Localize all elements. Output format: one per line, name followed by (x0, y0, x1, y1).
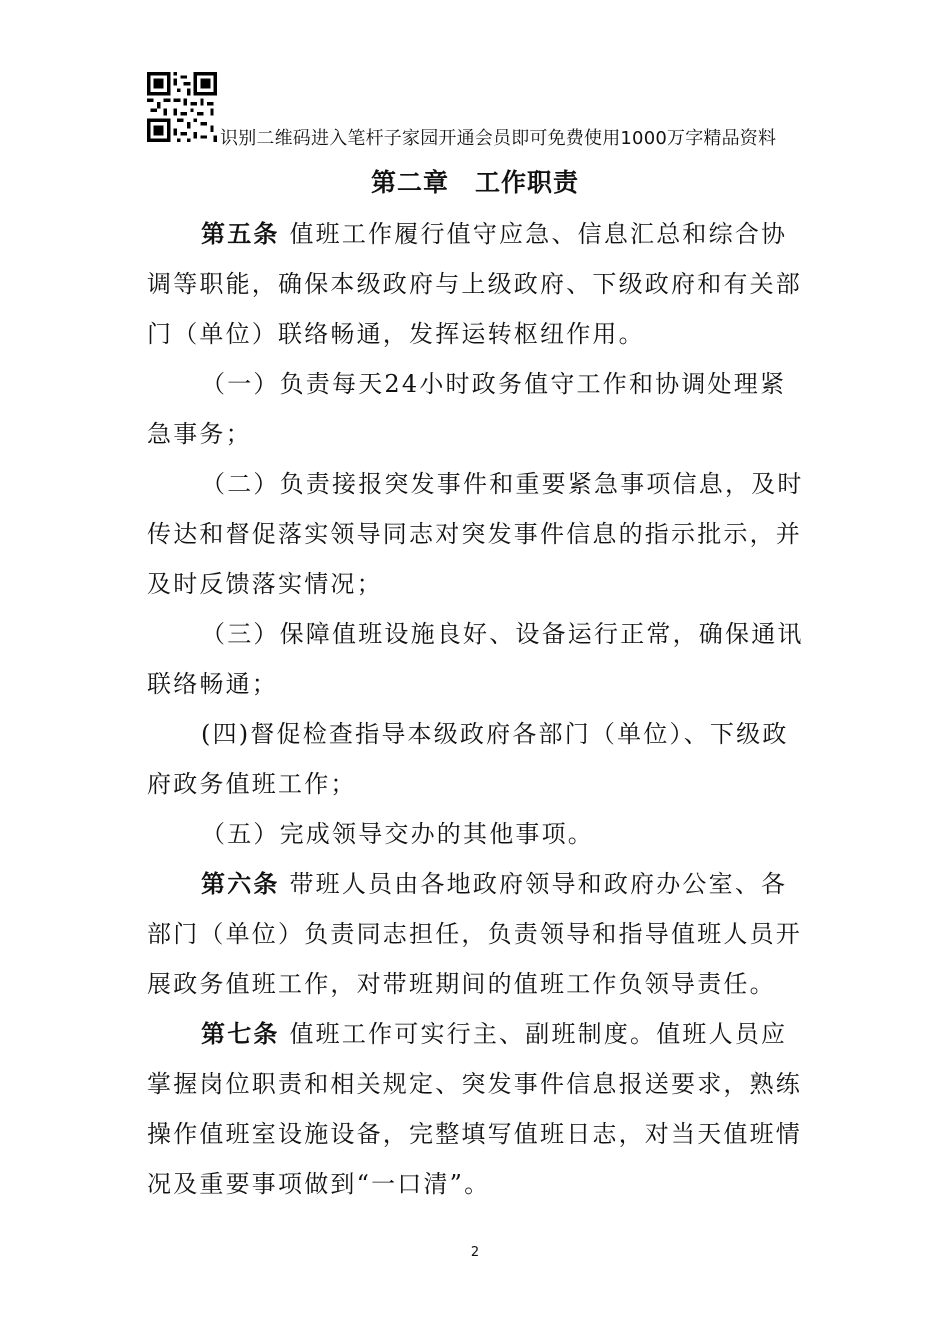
item-2-paragraph (147, 459, 807, 609)
chapter-title: 第二章 工作职责 (370, 168, 579, 197)
article-7-paragraph (147, 1009, 807, 1209)
article-7-label: 第七条 (201, 1020, 280, 1048)
qr-code-icon (147, 72, 217, 142)
item-1-text: （一）负责每天24小时政务值守工作和协调处理紧急事务； (147, 370, 787, 448)
item-2-text: （二）负责接报突发事件和重要紧急事项信息，及时传达和督促落实领导同志对突发事件信息的指示批示，并及时反馈落实情况； (147, 470, 804, 598)
article-6-label: 第六条 (201, 870, 280, 898)
article-5-text: 值班工作履行值守应急、信息汇总和综合协调等职能，确保本级政府与上级政府、下级政府和有关部门（单位）联络畅通，发挥运转枢纽作用。 (147, 220, 802, 348)
article-5-label: 第五条 (201, 220, 280, 248)
item-3-text: （三）保障值班设施良好、设备运行正常，确保通讯联络畅通； (147, 620, 804, 698)
article-5-paragraph (147, 209, 807, 359)
promo-banner-text: 识别二维码进入笔杆子家园开通会员即可免费使用1000万字精品资料 (220, 128, 777, 149)
item-3-paragraph (147, 609, 807, 709)
item-1-paragraph (147, 359, 807, 459)
item-5-text: （五）完成领导交办的其他事项。 (201, 820, 594, 848)
item-4-paragraph (147, 709, 807, 809)
page-number: 2 (470, 1245, 480, 1260)
article-6-paragraph (147, 859, 807, 1009)
item-4-text: (四)督促检查指导本级政府各部门（单位）、下级政府政务值班工作； (147, 720, 789, 798)
item-5-paragraph (147, 809, 807, 859)
article-7-text: 值班工作可实行主、副班制度。值班人员应掌握岗位职责和相关规定、突发事件信息报送要求，熟练操作值班室设施设备，完整填写值班日志，对当天值班情况及重要事项做到“一口清”。 (147, 1020, 802, 1198)
article-6-text: 带班人员由各地政府领导和政府办公室、各部门（单位）负责同志担任，负责领导和指导值班人员开展政务值班工作，对带班期间的值班工作负领导责任。 (147, 870, 802, 998)
